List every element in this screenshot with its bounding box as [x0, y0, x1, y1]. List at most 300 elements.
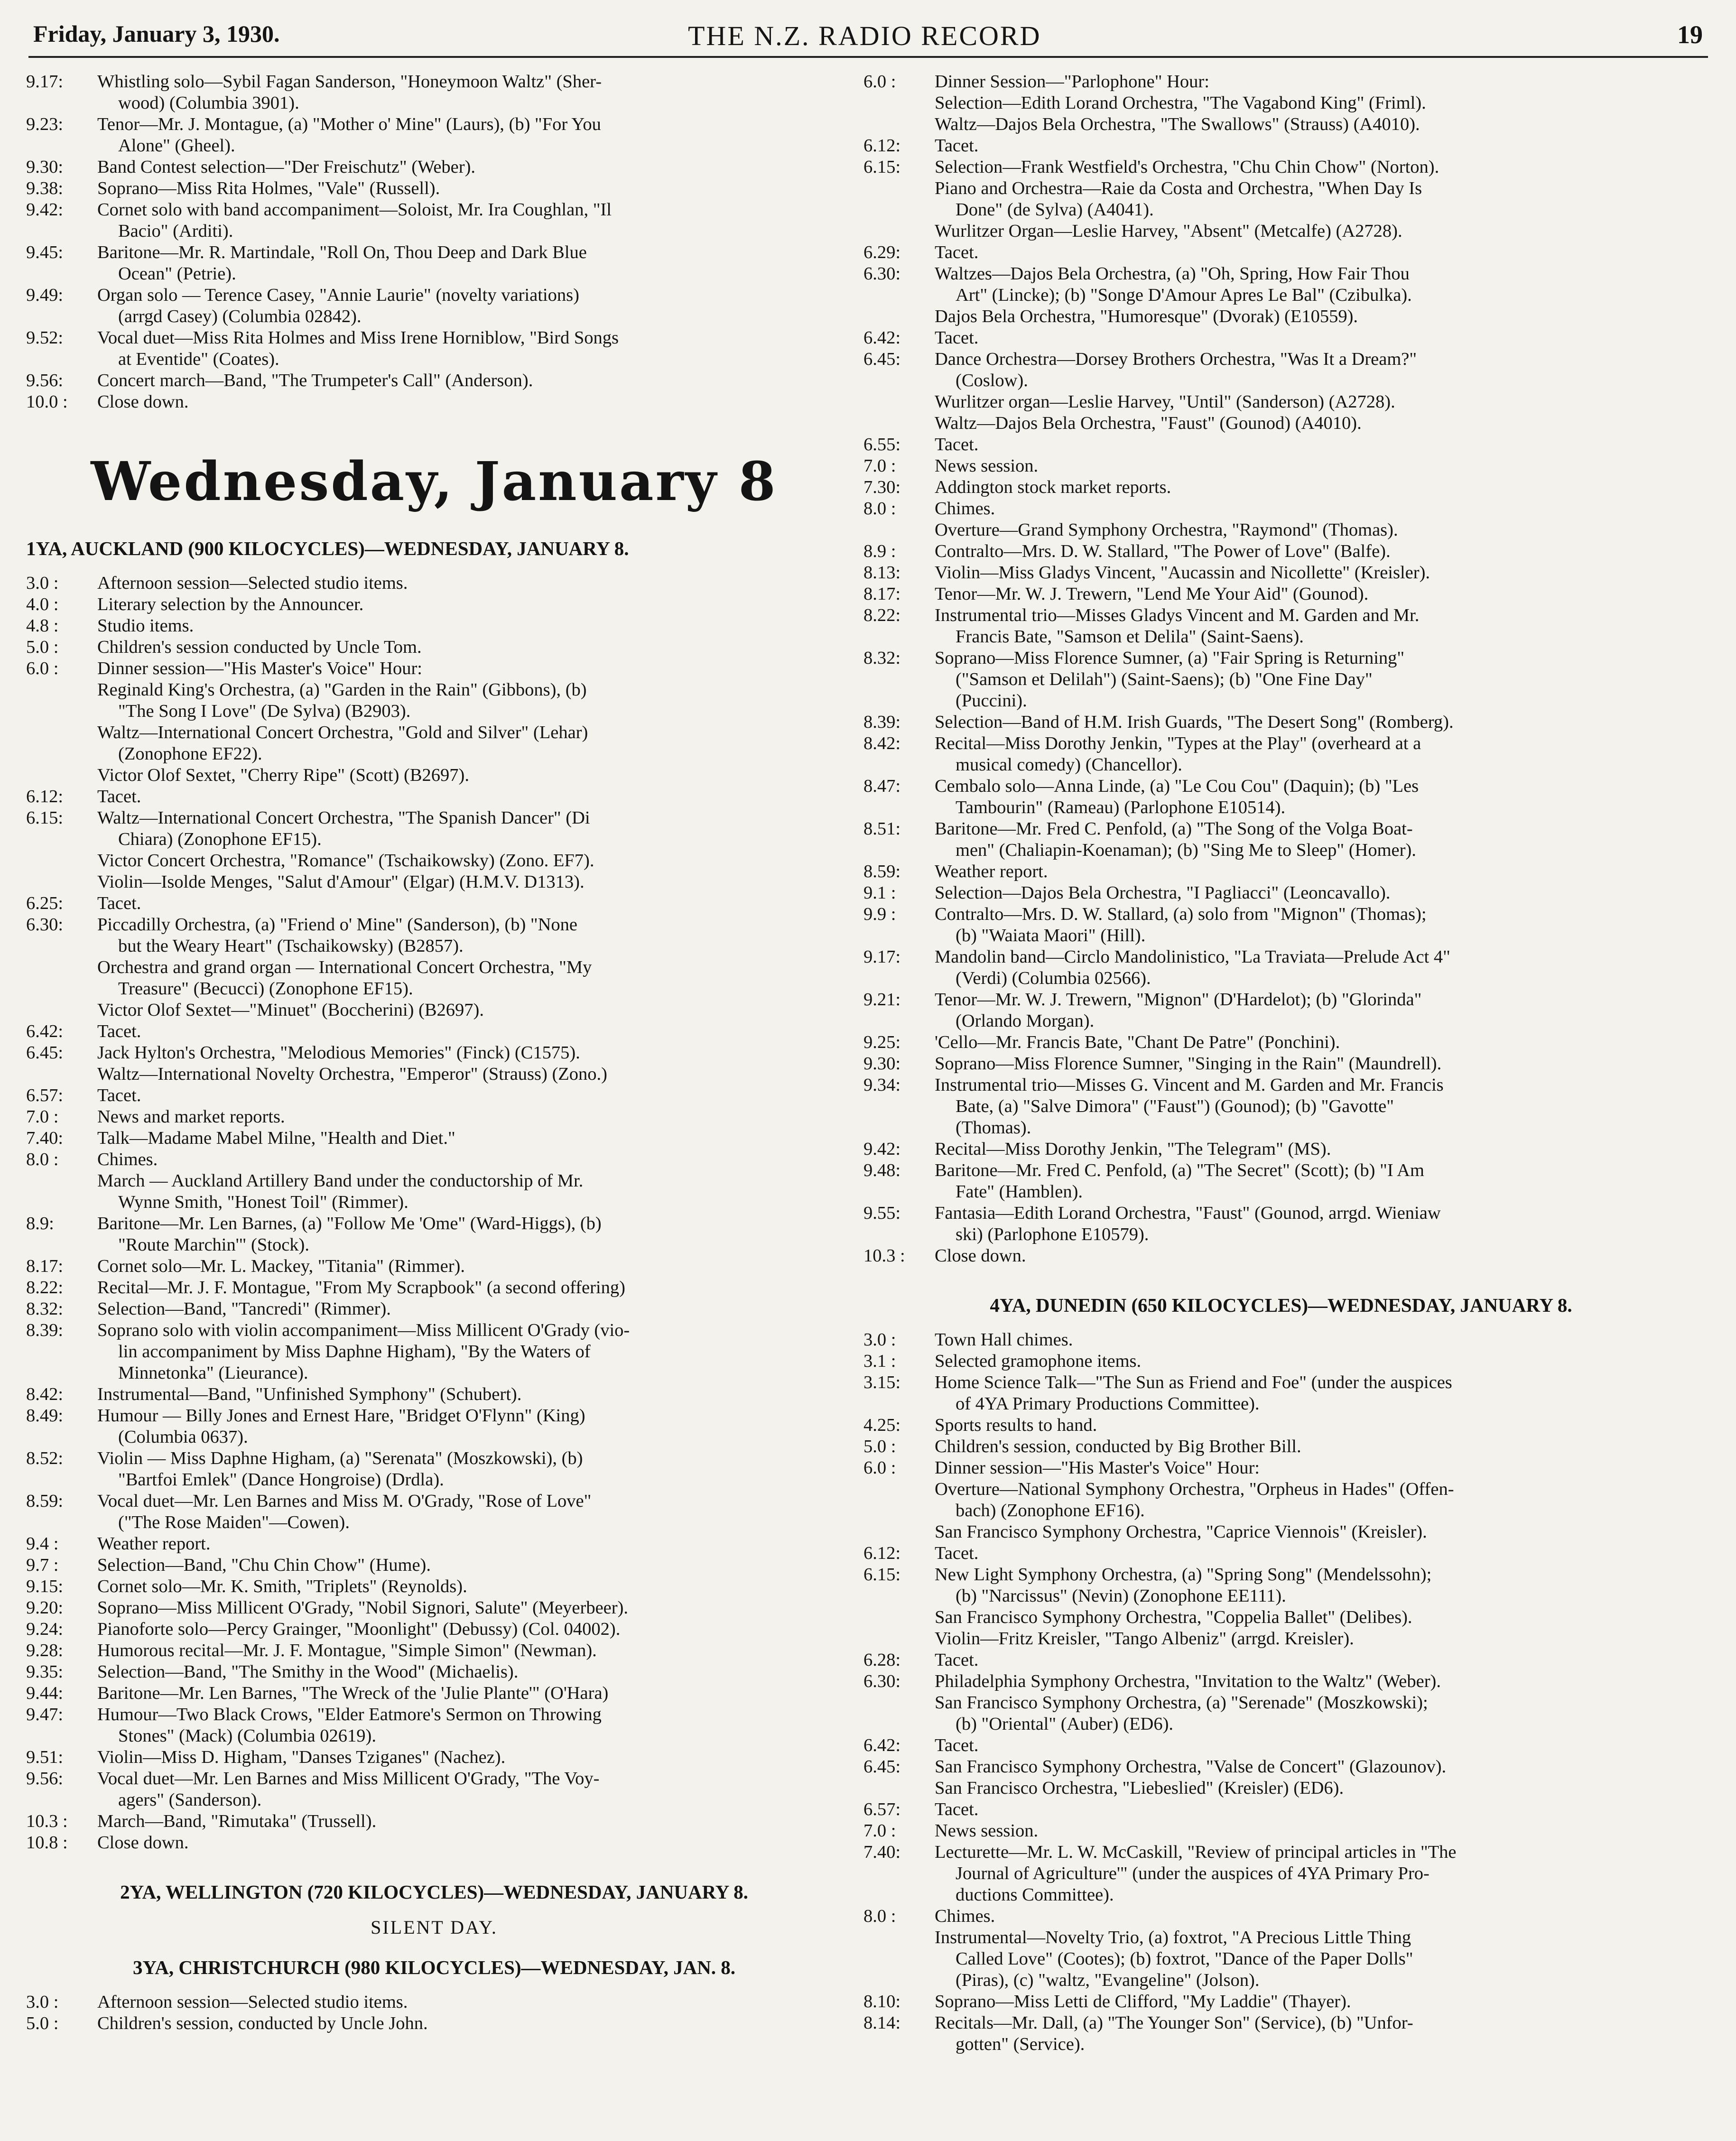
programme-item: [863, 1564, 1699, 1607]
programme-time: [863, 221, 935, 242]
programme-item: [863, 733, 1699, 776]
programme-line: Cornet solo with band accompaniment—Soloist, Mr. Ira Coughlan, "Il: [97, 200, 612, 220]
continued-programme-list: [26, 71, 842, 413]
programme-time: 5.0 :: [26, 2013, 59, 2033]
programme-item: [863, 157, 1699, 178]
programme-item: [26, 1149, 842, 1170]
programme-text: [935, 562, 1699, 584]
programme-time: 6.28:: [863, 1650, 901, 1670]
programme-text: [935, 263, 1699, 306]
programme-time: 6.15:: [863, 1565, 901, 1585]
programme-line: Violin — Miss Daphne Higham, (a) "Serenata" (Moszkowski), (b): [97, 1448, 583, 1468]
programme-line: San Francisco Symphony Orchestra, "Coppelia Ballet" (Delibes).: [935, 1607, 1412, 1627]
programme-text: [935, 1203, 1699, 1245]
programme-item: [26, 1640, 842, 1661]
programme-time: 9.52:: [26, 328, 64, 348]
programme-line: Wurlitzer organ—Leslie Harvey, "Until" (Sanderson) (A2728).: [935, 392, 1395, 412]
programme-time: 6.0 :: [863, 72, 896, 92]
programme-item: [863, 776, 1699, 818]
programme-text: [97, 1768, 842, 1811]
programme-item: [863, 1906, 1699, 1927]
programme-line: Fantasia—Edith Lorand Orchestra, "Faust" (Gounod, arrgd. Wieniaw: [935, 1203, 1441, 1223]
programme-text: [97, 242, 842, 285]
programme-line: Addington stock market reports.: [935, 477, 1171, 497]
programme-line: Soprano solo with violin accompaniment—Miss Millicent O'Grady (vio-: [97, 1320, 630, 1340]
programme-item: [26, 786, 842, 807]
programme-line: Piccadilly Orchestra, (a) "Friend o' Mine" (Sanderson), (b) "None: [97, 915, 578, 935]
programme-time: 10.3 :: [26, 1811, 68, 1831]
programme-line: Mandolin band—Circlo Mandolinistico, "La Traviata—Prelude Act 4": [935, 947, 1450, 967]
programme-line: Children's session, conducted by Uncle John.: [97, 2013, 428, 2033]
programme-line: New Light Symphony Orchestra, (a) "Spring Song" (Mendelssohn);: [935, 1565, 1432, 1585]
programme-text: [935, 1351, 1699, 1372]
programme-text: [935, 776, 1699, 818]
programme-line: (Piras), (c) "waltz, "Evangeline" (Jolson).: [956, 1970, 1260, 1990]
programme-time: 9.21:: [863, 990, 901, 1010]
programme-item: [863, 434, 1699, 455]
programme-text: [935, 1479, 1699, 1521]
programme-item: [863, 1692, 1699, 1735]
programme-time: 8.39:: [26, 1320, 64, 1340]
programme-line: Concert march—Band, "The Trumpeter's Call" (Anderson).: [97, 371, 533, 390]
programme-item: [863, 605, 1699, 648]
programme-item: [26, 1106, 842, 1128]
dunedin-programme: [863, 1293, 1699, 2055]
programme-line: Selection—Band, "Chu Chin Chow" (Hume).: [97, 1555, 431, 1575]
programme-time: [26, 722, 97, 765]
programme-time: 9.17:: [26, 72, 64, 92]
programme-text: [97, 914, 842, 957]
programme-item: [26, 2013, 842, 2034]
programme-time: 8.32:: [26, 1299, 64, 1319]
auckland-programme: [26, 537, 842, 1854]
programme-line: ("The Rose Maiden"—Cowen).: [118, 1512, 350, 1532]
programme-time: 9.9 :: [863, 904, 896, 924]
programme-time: 10.3 :: [863, 1246, 905, 1266]
programme-text: [935, 584, 1699, 605]
programme-text: [935, 1032, 1699, 1053]
programme-line: (Columbia 0637).: [118, 1427, 248, 1447]
programme-time: 9.42:: [863, 1139, 901, 1159]
programme-time: 9.30:: [863, 1054, 901, 1074]
programme-time: 6.12:: [863, 1543, 901, 1563]
programme-text: [97, 1128, 842, 1149]
programme-time: 8.9:: [26, 1214, 54, 1233]
programme-line: lin accompaniment by Miss Daphne Higham), "By the Waters of: [118, 1342, 591, 1362]
programme-text: [97, 1277, 842, 1298]
programme-line: Soprano—Miss Letti de Clifford, "My Laddie" (Thayer).: [935, 1992, 1351, 2011]
programme-line: Dajos Bela Orchestra, "Humoresque" (Dvorak) (E10559).: [935, 306, 1358, 326]
programme-text: [97, 1021, 842, 1042]
programme-text: [97, 1597, 842, 1619]
programme-item: [26, 679, 842, 722]
programme-time: 6.15:: [863, 157, 901, 177]
programme-time: [863, 1692, 935, 1735]
dunedin-heading: 4YA, DUNEDIN (650 KILOCYCLES)—WEDNESDAY, JANUARY 8.: [990, 1294, 1572, 1316]
programme-line: Close down.: [97, 392, 189, 412]
programme-text: [935, 1075, 1699, 1139]
programme-time: 8.32:: [863, 648, 901, 668]
programme-line: Victor Olof Sextet—"Minuet" (Boccherini) (B2697).: [97, 1000, 484, 1020]
programme-item: [863, 584, 1699, 605]
programme-time: 9.17:: [863, 947, 901, 967]
programme-text: [935, 882, 1699, 904]
programme-line: Soprano—Miss Florence Sumner, (a) "Fair Spring is Returning": [935, 648, 1405, 668]
programme-time: [26, 850, 97, 871]
programme-item: [863, 648, 1699, 712]
programme-text: [935, 648, 1699, 712]
programme-text: [97, 1704, 842, 1747]
programme-line: Cembalo solo—Anna Linde, (a) "Le Cou Cou" (Daquin); (b) "Les: [935, 776, 1419, 796]
programme-time: 8.0 :: [26, 1149, 59, 1169]
programme-item: [26, 1320, 842, 1384]
programme-time: 7.0 :: [863, 456, 896, 476]
programme-item: [863, 712, 1699, 733]
programme-time: 6.45:: [863, 349, 901, 369]
programme-text: [935, 1735, 1699, 1756]
programme-line: Vocal duet—Mr. Len Barnes and Miss Millicent O'Grady, "The Voy-: [97, 1769, 600, 1789]
programme-item: [863, 1927, 1699, 1991]
programme-text: [935, 519, 1699, 541]
programme-line: Bate, (a) "Salve Dimora" ("Faust") (Gounod); (b) "Gavotte": [956, 1096, 1394, 1116]
programme-time: 6.55:: [863, 435, 901, 454]
programme-line: Selection—Band of H.M. Irish Guards, "The Desert Song" (Romberg).: [935, 712, 1454, 732]
programme-text: [97, 1640, 842, 1661]
programme-time: 8.13:: [863, 563, 901, 583]
programme-line: Overture—National Symphony Orchestra, "Orpheus in Hades" (Offen-: [935, 1479, 1454, 1499]
programme-time: 8.47:: [863, 776, 901, 796]
programme-item: [863, 477, 1699, 498]
programme-text: [97, 1555, 842, 1576]
programme-time: 8.0 :: [863, 499, 896, 519]
programme-text: [935, 1799, 1699, 1820]
programme-item: [26, 1597, 842, 1619]
programme-line: (Zonophone EF22).: [118, 744, 262, 764]
programme-time: 9.45:: [26, 242, 64, 262]
programme-line: Wurlitzer Organ—Leslie Harvey, "Absent" (Metcalfe) (A2728).: [935, 221, 1402, 241]
programme-line: Afternoon session—Selected studio items.: [97, 573, 408, 593]
programme-line: San Francisco Symphony Orchestra, "Caprice Viennois" (Kreisler).: [935, 1522, 1427, 1542]
programme-time: 8.59:: [26, 1491, 64, 1511]
programme-text: [97, 1106, 842, 1128]
programme-text: [97, 1256, 842, 1277]
programme-item: [863, 1521, 1699, 1543]
programme-line: Tacet.: [935, 136, 979, 156]
programme-line: Instrumental—Band, "Unfinished Symphony" (Schubert).: [97, 1384, 522, 1404]
programme-time: [26, 1064, 97, 1085]
programme-time: [863, 1521, 935, 1543]
programme-line: Tacet.: [935, 1735, 979, 1755]
programme-time: 8.14:: [863, 2013, 901, 2033]
programme-line: Town Hall chimes.: [935, 1330, 1073, 1350]
programme-line: Treasure" (Becucci) (Zonophone EF15).: [118, 979, 413, 999]
programme-item: [863, 498, 1699, 519]
programme-item: [26, 391, 842, 413]
programme-line: Recital—Mr. J. F. Montague, "From My Scrapbook" (a second offering): [97, 1278, 625, 1298]
programme-time: 9.35:: [26, 1662, 64, 1682]
programme-line: Baritone—Mr. Len Barnes, (a) "Follow Me 'Ome" (Ward-Higgs), (b): [97, 1214, 602, 1233]
programme-item: [26, 594, 842, 615]
programme-line: Humour—Two Black Crows, "Elder Eatmore's Sermon on Throwing: [97, 1705, 602, 1724]
programme-line: Alone" (Gheel).: [118, 136, 235, 156]
continued-programme: [26, 71, 842, 413]
programme-item: [863, 1820, 1699, 1842]
programme-item: [863, 541, 1699, 562]
silent-day-label: SILENT DAY.: [371, 1917, 498, 1938]
programme-time: 9.34:: [863, 1075, 901, 1095]
programme-line: Selection—Dajos Bela Orchestra, "I Pagliacci" (Leoncavallo).: [935, 883, 1391, 903]
auckland-programme-list: [26, 573, 842, 1854]
programme-line: Baritone—Mr. R. Martindale, "Roll On, Thou Deep and Dark Blue: [97, 242, 587, 262]
programme-time: [863, 1479, 935, 1521]
programme-text: [935, 904, 1699, 946]
header-rule: [28, 56, 1708, 58]
programme-item: [863, 114, 1699, 135]
programme-time: 9.24:: [26, 1619, 64, 1639]
programme-item: [863, 242, 1699, 263]
programme-item: [26, 637, 842, 658]
programme-text: [935, 477, 1699, 498]
programme-text: [935, 1927, 1699, 1991]
programme-text: [97, 1747, 842, 1768]
programme-item: [26, 765, 842, 786]
programme-item: [863, 1372, 1699, 1415]
programme-line: Contralto—Mrs. D. W. Stallard, "The Power of Love" (Balfe).: [935, 541, 1391, 561]
programme-time: [863, 1607, 935, 1628]
programme-item: [26, 1683, 842, 1704]
programme-line: Waltz—International Novelty Orchestra, "Emperor" (Strauss) (Zono.): [97, 1064, 607, 1084]
programme-line: Cornet solo—Mr. K. Smith, "Triplets" (Reynolds).: [97, 1576, 467, 1596]
programme-line: Tenor—Mr. W. J. Trewern, "Lend Me Your Aid" (Gounod).: [935, 584, 1369, 604]
programme-text: [97, 1619, 842, 1640]
programme-time: 10.0 :: [26, 392, 68, 412]
programme-item: [863, 989, 1699, 1032]
programme-line: Waltz—International Concert Orchestra, "Gold and Silver" (Lehar): [97, 723, 588, 742]
programme-item: [863, 904, 1699, 946]
programme-line: San Francisco Orchestra, "Liebeslied" (Kreisler) (ED6).: [935, 1778, 1344, 1798]
programme-time: [863, 1628, 935, 1650]
programme-item: [863, 1436, 1699, 1457]
programme-item: [863, 946, 1699, 989]
programme-text: [97, 1491, 842, 1533]
programme-item: [26, 1768, 842, 1811]
programme-time: [863, 1927, 935, 1991]
programme-item: [863, 1075, 1699, 1139]
programme-line: Tacet.: [97, 1021, 141, 1041]
programme-text: [935, 2012, 1699, 2055]
programme-text: [935, 1521, 1699, 1543]
programme-text: [97, 114, 842, 157]
programme-time: 8.0 :: [863, 1906, 896, 1926]
programme-text: [97, 1213, 842, 1256]
programme-time: 8.51:: [863, 819, 901, 839]
christchurch-programme-list-rest: [863, 71, 1699, 1267]
programme-text: [935, 1245, 1699, 1267]
programme-text: [97, 1683, 842, 1704]
programme-time: 9.56:: [26, 371, 64, 390]
programme-line: Piano and Orchestra—Raie da Costa and Orchestra, "When Day Is: [935, 178, 1422, 198]
programme-text: [935, 349, 1699, 391]
programme-line: Tenor—Mr. J. Montague, (a) "Mother o' Mine" (Laurs), (b) "For You: [97, 114, 601, 134]
programme-time: 4.25:: [863, 1415, 901, 1435]
programme-line: Talk—Madame Mabel Milne, "Health and Diet.": [97, 1128, 455, 1148]
programme-text: [935, 1628, 1699, 1650]
programme-line: "The Song I Love" (De Sylva) (B2903).: [118, 701, 411, 721]
programme-line: Orchestra and grand organ — International Concert Orchestra, "My: [97, 957, 592, 977]
programme-line: (Verdi) (Columbia 02566).: [956, 968, 1151, 988]
programme-text: [97, 327, 842, 370]
programme-line: March—Band, "Rimutaka" (Trussell).: [97, 1811, 377, 1831]
programme-text: [97, 1811, 842, 1832]
programme-line: News session.: [935, 1821, 1039, 1841]
programme-text: [935, 1756, 1699, 1778]
programme-item: [863, 882, 1699, 904]
programme-time: 8.22:: [26, 1278, 64, 1298]
programme-item: [26, 327, 842, 370]
programme-item: [26, 1021, 842, 1042]
programme-line: "Route Marchin'" (Stock).: [118, 1235, 309, 1255]
programme-time: 9.49:: [26, 285, 64, 305]
programme-item: [863, 861, 1699, 882]
programme-line: Cornet solo—Mr. L. Mackey, "Titania" (Rimmer).: [97, 1256, 465, 1276]
programme-line: Sports results to hand.: [935, 1415, 1097, 1435]
programme-item: [863, 1671, 1699, 1692]
programme-text: [935, 455, 1699, 477]
programme-item: [26, 1064, 842, 1085]
programme-time: 4.0 :: [26, 594, 59, 614]
programme-text: [97, 1000, 842, 1021]
programme-line: Selected gramophone items.: [935, 1351, 1142, 1371]
programme-line: Baritone—Mr. Fred C. Penfold, (a) "The Secret" (Scott); (b) "I Am: [935, 1160, 1424, 1180]
programme-item: [863, 1778, 1699, 1799]
programme-time: 6.12:: [26, 787, 64, 806]
programme-line: but the Weary Heart" (Tschaikowsky) (B2857).: [118, 936, 464, 956]
programme-text: [935, 861, 1699, 882]
programme-item: [26, 1042, 842, 1064]
programme-text: [935, 1692, 1699, 1735]
programme-line: Close down.: [97, 1833, 189, 1853]
programme-item: [26, 1533, 842, 1555]
programme-text: [97, 1064, 842, 1085]
programme-line: wood) (Columbia 3901).: [118, 93, 299, 113]
programme-text: [97, 637, 842, 658]
programme-text: [97, 1085, 842, 1106]
programme-line: (b) "Waiata Maori" (Hill).: [956, 926, 1146, 945]
programme-line: Studio items.: [97, 616, 194, 636]
programme-item: [26, 1448, 842, 1491]
programme-item: [26, 285, 842, 327]
programme-line: San Francisco Symphony Orchestra, "Valse de Concert" (Glazounov).: [935, 1757, 1447, 1777]
programme-text: [935, 71, 1699, 93]
programme-text: [97, 199, 842, 242]
page-header: [33, 20, 1703, 53]
programme-time: 9.4 :: [26, 1534, 59, 1554]
programme-line: Victor Olof Sextet, "Cherry Ripe" (Scott) (B2697).: [97, 765, 470, 785]
programme-line: Tacet.: [935, 242, 979, 262]
programme-text: [97, 786, 842, 807]
programme-item: [26, 1576, 842, 1597]
programme-line: Art" (Lincke); (b) "Songe D'Amour Apres Le Bal" (Czibulka).: [956, 285, 1412, 305]
programme-text: [935, 157, 1699, 178]
programme-item: [26, 178, 842, 199]
programme-item: [863, 1650, 1699, 1671]
programme-time: 6.57:: [26, 1085, 64, 1105]
programme-item: [26, 1384, 842, 1405]
programme-text: [935, 733, 1699, 776]
programme-line: Done" (de Sylva) (A4041).: [956, 200, 1154, 220]
programme-item: [26, 807, 842, 850]
programme-item: [26, 1170, 842, 1213]
programme-item: [26, 1000, 842, 1021]
programme-time: [863, 519, 935, 541]
programme-text: [97, 765, 842, 786]
programme-line: Philadelphia Symphony Orchestra, "Invitation to the Waltz" (Weber).: [935, 1671, 1441, 1691]
programme-line: agers" (Sanderson).: [118, 1790, 262, 1810]
programme-time: 6.29:: [863, 242, 901, 262]
programme-text: [935, 818, 1699, 861]
programme-item: [26, 914, 842, 957]
programme-time: 9.51:: [26, 1747, 64, 1767]
programme-item: [26, 1619, 842, 1640]
programme-time: 7.0 :: [863, 1821, 896, 1841]
programme-time: 9.47:: [26, 1705, 64, 1724]
programme-line: Chimes.: [97, 1149, 158, 1169]
programme-item: [863, 135, 1699, 157]
programme-text: [935, 221, 1699, 242]
programme-time: 8.10:: [863, 1992, 901, 2011]
programme-line: Organ solo — Terence Casey, "Annie Laurie" (novelty variations): [97, 285, 579, 305]
programme-line: Recital—Miss Dorothy Jenkin, "Types at the Play" (overheard at a: [935, 733, 1421, 753]
programme-line: gotten" (Service).: [956, 2034, 1085, 2054]
programme-time: 8.9 :: [863, 541, 896, 561]
programme-time: 9.1 :: [863, 883, 896, 903]
programme-line: Waltz—Dajos Bela Orchestra, "The Swallows" (Strauss) (A4010).: [935, 114, 1420, 134]
programme-line: Called Love" (Cootes); (b) foxtrot, "Dance of the Paper Dolls": [956, 1949, 1413, 1969]
programme-item: [26, 1128, 842, 1149]
programme-time: 6.57:: [863, 1799, 901, 1819]
programme-text: [97, 1992, 842, 2013]
programme-item: [863, 1628, 1699, 1650]
programme-line: Weather report.: [97, 1534, 211, 1554]
programme-item: [26, 658, 842, 679]
programme-line: Violin—Fritz Kreisler, "Tango Albeniz" (arrgd. Kreisler).: [935, 1629, 1354, 1649]
programme-line: Instrumental trio—Misses G. Vincent and M. Garden and Mr. Francis: [935, 1075, 1444, 1095]
programme-item: [863, 93, 1699, 114]
programme-line: (arrgd Casey) (Columbia 02842).: [118, 306, 362, 326]
programme-text: [935, 1329, 1699, 1351]
programme-time: 8.39:: [863, 712, 901, 732]
programme-time: [863, 178, 935, 221]
programme-item: [26, 199, 842, 242]
programme-item: [863, 562, 1699, 584]
programme-line: Children's session, conducted by Big Brother Bill.: [935, 1437, 1301, 1456]
programme-item: [863, 1756, 1699, 1778]
programme-line: Wynne Smith, "Honest Toil" (Rimmer).: [118, 1192, 408, 1212]
programme-time: 6.30:: [863, 264, 901, 284]
programme-line: Fate" (Hamblen).: [956, 1182, 1083, 1202]
programme-time: 6.0 :: [26, 658, 59, 678]
programme-item: [863, 1991, 1699, 2012]
programme-item: [26, 71, 842, 114]
programme-line: of 4YA Primary Productions Committee).: [956, 1394, 1260, 1414]
programme-text: [935, 1457, 1699, 1479]
programme-item: [863, 1479, 1699, 1521]
programme-text: [935, 114, 1699, 135]
programme-line: Instrumental trio—Misses Gladys Vincent and M. Garden and Mr.: [935, 605, 1420, 625]
programme-line: Chiara) (Zonophone EF15).: [118, 829, 322, 849]
programme-time: 9.55:: [863, 1203, 901, 1223]
programme-time: [26, 871, 97, 893]
